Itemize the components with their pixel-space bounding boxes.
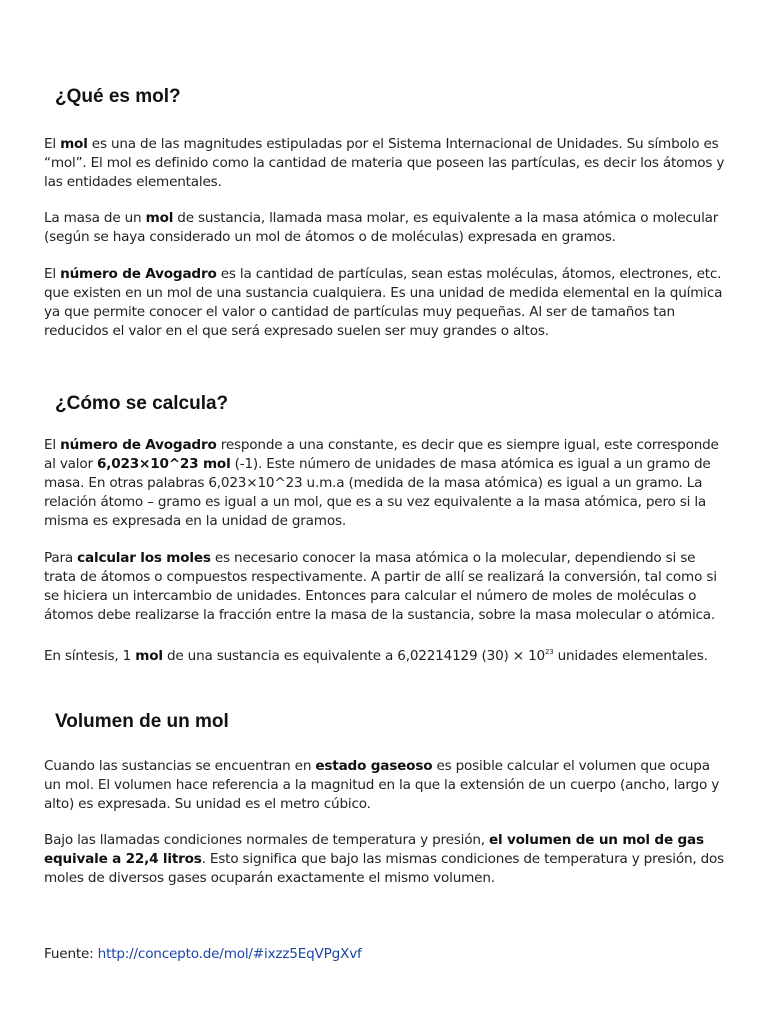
paragraph-avogadro-constant: El número de Avogadro responde a una constante, es decir que es siempre igual, este corresponde al valor 6,023×10^23 mol (-1). Este número de unidades de masa atómica es igual a un gramo de masa. En otras palabras 6,023×10^23 u.m.a (medida de la masa atómica) es igual a un gramo. La relación átomo – gramo es igual a un mol, que es a su vez equivalente a la masa atómica, pero si la misma es expresada en la unidad de gramos. (44, 437, 719, 529)
heading-volumen-de-un-mol: Volumen de un mol (55, 711, 229, 732)
heading-que-es-mol: ¿Qué es mol? (55, 86, 181, 107)
source-link[interactable]: http://concepto.de/mol/#ixzz5EqVPgXvf (97, 946, 362, 962)
paragraph-molar-mass: La masa de un mol de sustancia, llamada masa molar, es equivalente a la masa atómica o molecular (según se haya considerado un mol de átomos o de moléculas) expresada en gramos. (44, 210, 719, 245)
source-label: Fuente: (44, 946, 98, 962)
source-line (44, 945, 728, 964)
paragraph-sintesis: En síntesis, 1 mol de una sustancia es equivalente a 6,02214129 $(30) \times 10^{23}$ unidades elementales. (44, 648, 708, 664)
paragraph-calcular-moles: Para calcular los moles es necesario conocer la masa atómica o la molecular, dependiendo si se trata de átomos o compuestos respectivamente. A partir de allí se realizará la conversión, tal como si se hiciera un intercambio de unidades. Entonces para calcular el número de moles de moléculas o átomos debe realizarse la fracción entre la masa de la sustancia, sobre la masa molecular o atómica. (44, 550, 717, 623)
heading-como-se-calcula: ¿Cómo se calcula? (55, 393, 229, 414)
paragraph-mol-definition: El mol es una de las magnitudes estipuladas por el Sistema Internacional de Unidades. Su símbolo es “mol”. El mol es definido como la cantidad de materia que poseen las partículas, es decir los átomos y las entidades elementales. (44, 136, 725, 190)
paragraph-volumen-22-4: Bajo las llamadas condiciones normales de temperatura y presión, el volumen de un mol de gas equivale a 22,4 litros. Esto significa que bajo las mismas condiciones de temperatura y presión, dos moles de diversos gases ocuparán exactamente el mismo volumen. (44, 832, 725, 886)
paragraph-avogadro-number: El número de Avogadro es la cantidad de partículas, sean estas moléculas, átomos, electrones, etc. que existen en un mol de una sustancia cualquiera. Es una unidad de medida elemental en la química ya que permite conocer el valor o cantidad de partículas muy pequeñas. Al ser de tamaños tan reducidos el valor en el que será expresado suelen ser muy grandes o altos. (44, 266, 723, 339)
paragraph-estado-gaseoso: Cuando las sustancias se encuentran en estado gaseoso es posible calcular el volumen que ocupa un mol. El volumen hace referencia a la magnitud en la que la extensión de un cuerpo (ancho, largo y alto) es expresada. Su unidad es el metro cúbico. (44, 758, 720, 812)
